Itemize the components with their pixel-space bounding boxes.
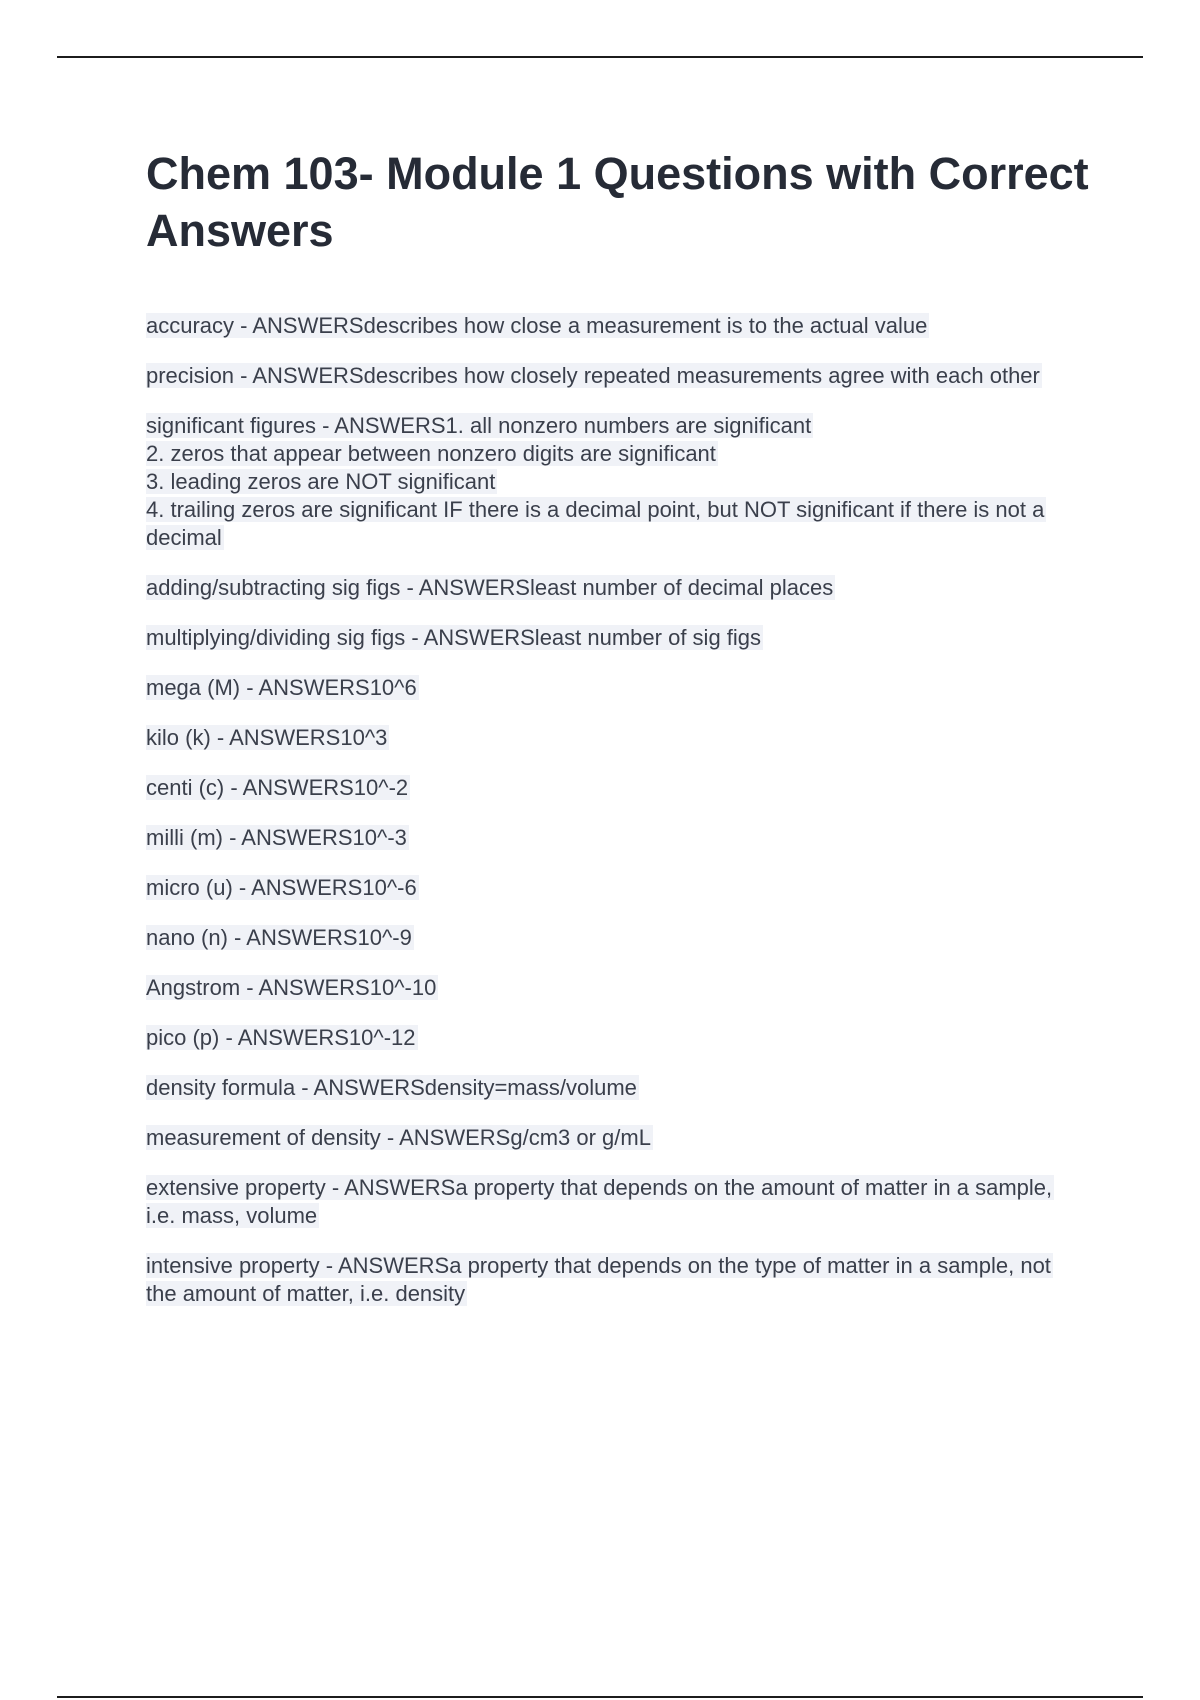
qa-entry — [146, 1124, 1076, 1152]
qa-entry — [146, 412, 1076, 552]
qa-text: measurement of density - ANSWERSg/cm3 or g/mL — [146, 1125, 651, 1150]
page-title: Chem 103- Module 1 Questions with Correct Answers — [146, 148, 1089, 256]
qa-entry — [146, 1024, 1076, 1052]
qa-text: extensive property - ANSWERSa property that depends on the amount of matter in a sample, i.e. mass, volume — [146, 1175, 1053, 1228]
qa-text: milli (m) - ANSWERS10^-3 — [146, 825, 407, 850]
qa-entry — [146, 574, 1076, 602]
qa-entry — [146, 874, 1076, 902]
qa-entry — [146, 624, 1076, 652]
qa-entry — [146, 362, 1076, 390]
qa-text: adding/subtracting sig figs - ANSWERSleast number of decimal places — [146, 575, 834, 600]
qa-entry — [146, 824, 1076, 852]
qa-text: kilo (k) - ANSWERS10^3 — [146, 725, 388, 750]
qa-text: precision - ANSWERSdescribes how closely repeated measurements agree with each other — [146, 363, 1040, 388]
qa-entry — [146, 1252, 1076, 1308]
qa-text: significant figures - ANSWERS1. all nonzero numbers are significant — [146, 413, 812, 438]
qa-text: pico (p) - ANSWERS10^-12 — [146, 1025, 416, 1050]
qa-text: density formula - ANSWERSdensity=mass/volume — [146, 1075, 637, 1100]
qa-text: intensive property - ANSWERSa property that depends on the type of matter in a sample, not the amount of matter, i.e. density — [146, 1253, 1051, 1306]
qa-list — [146, 312, 1076, 1330]
qa-text: 4. trailing zeros are significant IF there is a decimal point, but NOT significant if there is not a decimal — [146, 497, 1045, 550]
qa-entry — [146, 974, 1076, 1002]
qa-text: centi (c) - ANSWERS10^-2 — [146, 775, 409, 800]
qa-text: micro (u) - ANSWERS10^-6 — [146, 875, 417, 900]
qa-entry — [146, 924, 1076, 952]
qa-text: multiplying/dividing sig figs - ANSWERSleast number of sig figs — [146, 625, 762, 650]
qa-text: Angstrom - ANSWERS10^-10 — [146, 975, 437, 1000]
qa-text: 3. leading zeros are NOT significant — [146, 469, 496, 494]
qa-entry — [146, 674, 1076, 702]
top-rule — [57, 56, 1143, 58]
qa-text: accuracy - ANSWERSdescribes how close a measurement is to the actual value — [146, 313, 928, 338]
qa-entry — [146, 724, 1076, 752]
qa-entry — [146, 1174, 1076, 1230]
qa-entry — [146, 312, 1076, 340]
qa-text: mega (M) - ANSWERS10^6 — [146, 675, 417, 700]
qa-entry — [146, 774, 1076, 802]
bottom-rule — [57, 1696, 1143, 1698]
qa-text: 2. zeros that appear between nonzero digits are significant — [146, 441, 716, 466]
qa-text: nano (n) - ANSWERS10^-9 — [146, 925, 412, 950]
qa-entry — [146, 1074, 1076, 1102]
